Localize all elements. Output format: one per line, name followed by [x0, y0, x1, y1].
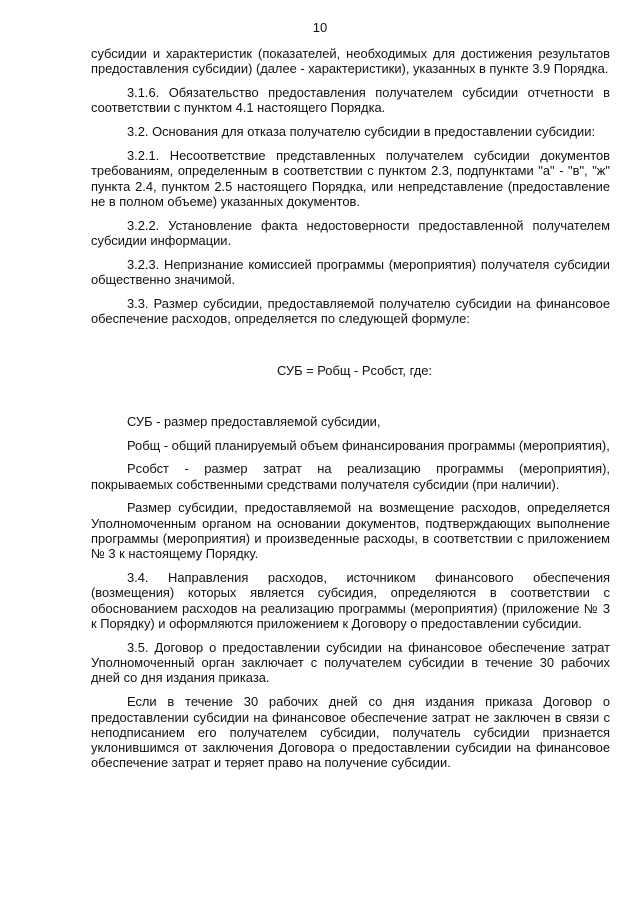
paragraph-3-2-1: 3.2.1. Несоответствие представленных получателем субсидии документов требованиям, определенным в соответствии с пунктом 2.3, подпунктами "а" - "в", "ж" пункта 2.4, пунктом 2.5 настоящего Порядка, или непредставление (предоставление не в полном объеме) указанных документов.: [91, 147, 610, 209]
definition-r-total: Робщ - общий планируемый объем финансирования программы (мероприятия),: [127, 437, 610, 453]
definition-sub: СУБ - размер предоставляемой субсидии,: [127, 413, 381, 429]
paragraph-3-2-2: 3.2.2. Установление факта недостоверности предоставленной получателем субсидии информации.: [91, 217, 610, 248]
paragraph-3-1-6: 3.1.6. Обязательство предоставления получателем субсидии отчетности в соответствии с пунктом 4.1 настоящего Порядка.: [91, 85, 610, 116]
paragraph-3-3: 3.3. Размер субсидии, предоставляемой получателю субсидии на финансовое обеспечение расходов, определяется по следующей формуле:: [91, 295, 610, 327]
document-body: [91, 46, 610, 779]
paragraph-3-2-3: 3.2.3. Непризнание комиссией программы (мероприятия) получателя субсидии общественно значимой.: [91, 256, 610, 288]
paragraph-continuation: субсидии и характеристик (показателей, необходимых для достижения результатов предоставления субсидии) (далее - характеристики), указанных в пункте 3.9 Порядка.: [91, 46, 610, 77]
paragraph-reimbursement: Размер субсидии, предоставляемой на возмещение расходов, определяется Уполномоченным органом на основании документов, подтверждающих выполнение программы (мероприятия) и произведенные расходы, в соответствии с приложением № 3 к настоящему Порядку.: [91, 500, 610, 562]
paragraph-not-concluded: Если в течение 30 рабочих дней со дня издания приказа Договор о предоставлении субсидии на финансовое обеспечение затрат не заключен в связи с неподписанием его получателем субсидии, получатель субсидии признается уклонившимся от заключения Договора о предоставлении субсидии на финансовое обеспечение затрат и теряет право на получение субсидии.: [91, 694, 610, 771]
page-number: 10: [312, 20, 328, 35]
subsidy-formula: СУБ = Робщ - Рсобст, где:: [277, 363, 432, 379]
paragraph-3-4: 3.4. Направления расходов, источником финансового обеспечения (возмещения) которых является субсидия, определяются в соответствии с обоснованием расходов на реализацию программы (мероприятия) (приложение № 3 к Порядку) и оформляются приложением к Договору о предоставлении субсидии.: [91, 570, 610, 632]
paragraph-3-2: 3.2. Основания для отказа получателю субсидии в предоставлении субсидии:: [127, 124, 596, 140]
definition-r-own: Рсобст - размер затрат на реализацию программы (мероприятия), покрываемых собственными средствами получателя субсидии (при наличии).: [91, 461, 610, 492]
paragraph-3-5: 3.5. Договор о предоставлении субсидии на финансовое обеспечение затрат Уполномоченный орган заключает с получателем субсидии в течение 30 рабочих дней со дня издания приказа.: [91, 639, 610, 686]
